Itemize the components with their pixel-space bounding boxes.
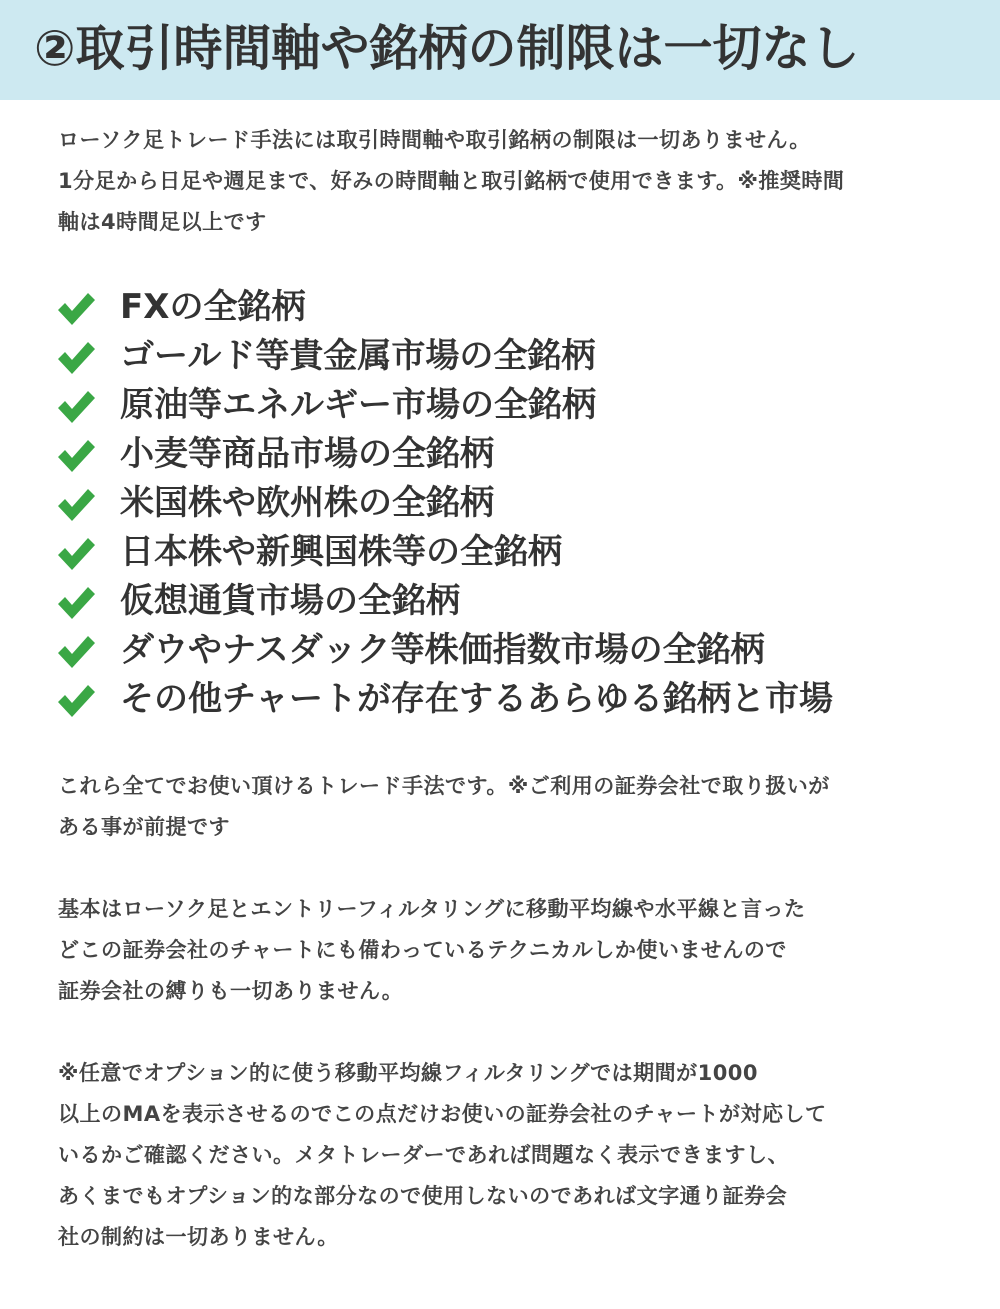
checklist-item-label: ゴールド等貴金属市場の全銘柄: [120, 336, 596, 376]
intro-line: ローソク足トレード手法には取引時間軸や取引銘柄の制限は一切ありません。: [58, 128, 811, 152]
market-checklist: [52, 283, 972, 724]
note-paragraph: [58, 1053, 948, 1258]
checklist-item-label: 仮想通貨市場の全銘柄: [120, 581, 460, 621]
note-line: 社の制約は一切ありません。: [58, 1225, 339, 1249]
intro-line: 軸は4時間足以上です: [58, 210, 267, 234]
intro-paragraph: [58, 120, 948, 243]
basics-line: 基本はローソク足とエントリーフィルタリングに移動平均線や水平線と言った: [58, 897, 806, 921]
note-line: ※任意でオプション的に使う移動平均線フィルタリングでは期間が1000: [58, 1061, 759, 1085]
checklist-item-label: 日本株や新興国株等の全銘柄: [120, 532, 562, 572]
checklist-item: [52, 479, 972, 528]
note-line: いるかご確認ください。メタトレーダーであれば問題なく表示できますし、: [58, 1143, 789, 1167]
section-header: [0, 0, 1000, 100]
checklist-item: [52, 430, 972, 479]
checklist-item: [52, 332, 972, 381]
note-line: 以上のMAを表示させるのでこの点だけお使いの証券会社のチャートが対応して: [58, 1102, 827, 1126]
green-checkmark-icon: [56, 389, 96, 425]
checklist-item-label: 原油等エネルギー市場の全銘柄: [120, 385, 596, 425]
green-checkmark-icon: [56, 536, 96, 572]
section-title: ②取引時間軸や銘柄の制限は一切なし: [34, 20, 860, 77]
green-checkmark-icon: [56, 683, 96, 719]
note-line: あくまでもオプション的な部分なので使用しないのであれば文字通り証券会: [58, 1184, 788, 1208]
basics-paragraph: [58, 889, 948, 1012]
checklist-item-label: その他チャートが存在するあらゆる銘柄と市場: [120, 679, 833, 719]
green-checkmark-icon: [56, 438, 96, 474]
intro-line: 1分足から日足や週足まで、好みの時間軸と取引銘柄で使用できます。※推奨時間: [58, 169, 845, 193]
green-checkmark-icon: [56, 340, 96, 376]
green-checkmark-icon: [56, 487, 96, 523]
checklist-item: [52, 577, 972, 626]
checklist-item-label: ダウやナスダック等株価指数市場の全銘柄: [120, 630, 765, 670]
usage-line: これら全てでお使い頂けるトレード手法です。※ご利用の証券会社で取り扱いが: [58, 774, 830, 798]
checklist-item: [52, 675, 972, 724]
checklist-item: [52, 381, 972, 430]
green-checkmark-icon: [56, 585, 96, 621]
checklist-item: [52, 626, 972, 675]
green-checkmark-icon: [56, 291, 96, 327]
basics-line: どこの証券会社のチャートにも備わっているテクニカルしか使いませんので: [58, 938, 787, 962]
checklist-item-label: 米国株や欧州株の全銘柄: [120, 483, 494, 523]
usage-paragraph: [58, 766, 948, 848]
checklist-item-label: FXの全銘柄: [120, 287, 306, 327]
usage-line: ある事が前提です: [58, 815, 230, 839]
checklist-item: [52, 283, 972, 332]
checklist-item: [52, 528, 972, 577]
checklist-item-label: 小麦等商品市場の全銘柄: [120, 434, 494, 474]
basics-line: 証券会社の縛りも一切ありません。: [58, 979, 404, 1003]
green-checkmark-icon: [56, 634, 96, 670]
